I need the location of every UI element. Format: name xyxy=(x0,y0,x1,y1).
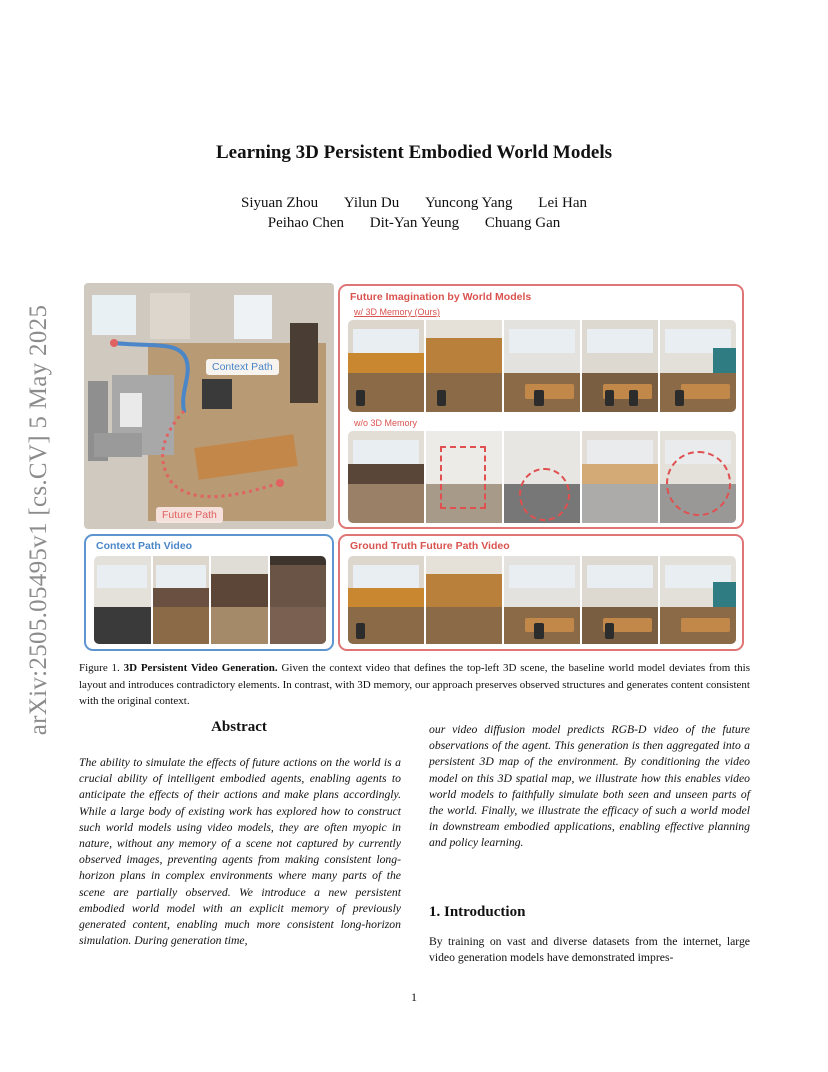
video-frame xyxy=(504,320,580,412)
video-frame xyxy=(426,431,502,523)
context-video-panel xyxy=(84,534,334,651)
camera-paths xyxy=(84,283,334,529)
abstract-heading: Abstract xyxy=(211,719,267,735)
top-down-scene-image xyxy=(84,283,334,529)
video-frame xyxy=(582,431,658,523)
video-frame xyxy=(582,556,658,644)
without-memory-label: w/o 3D Memory xyxy=(354,418,418,428)
caption-bold: 3D Persistent Video Generation. xyxy=(123,662,278,674)
page-number: 1 xyxy=(411,990,417,1004)
future-imagination-panel xyxy=(338,284,744,529)
ground-truth-title: Ground Truth Future Path Video xyxy=(350,540,510,552)
author: Lei Han xyxy=(538,195,588,211)
video-frame xyxy=(348,431,424,523)
ground-truth-panel xyxy=(338,534,744,651)
author: Yilun Du xyxy=(343,195,400,211)
authors-line-2 xyxy=(0,215,828,232)
video-frame xyxy=(426,556,502,644)
context-video-title: Context Path Video xyxy=(96,540,193,552)
video-frame xyxy=(426,320,502,412)
introduction-body: By training on vast and diverse datasets from the internet, large video generation models have demonstrated impres- xyxy=(429,935,750,965)
caption-label: Figure 1. xyxy=(79,662,120,674)
video-frame xyxy=(211,556,268,644)
author: Siyuan Zhou xyxy=(240,195,319,211)
author: Yuncong Yang xyxy=(425,195,513,211)
authors-line-1 xyxy=(0,195,828,212)
arxiv-identifier-text: arXiv:2505.05495v1 [cs.CV] 5 May 2025 xyxy=(25,304,52,736)
video-frame xyxy=(660,556,736,644)
author: Peihao Chen xyxy=(267,215,344,231)
figure-caption xyxy=(79,660,750,710)
author: Dit-Yan Yeung xyxy=(369,215,460,231)
video-frame xyxy=(153,556,210,644)
arxiv-identifier xyxy=(18,285,60,755)
with-memory-frames xyxy=(348,320,736,412)
context-video-frames xyxy=(94,556,326,644)
video-frame xyxy=(270,556,327,644)
video-frame xyxy=(94,556,151,644)
paper-title: Learning 3D Persistent Embodied World Models xyxy=(215,142,613,163)
context-path-tag: Context Path xyxy=(206,359,279,375)
video-frame xyxy=(660,431,736,523)
with-memory-label: w/ 3D Memory (Ours) xyxy=(354,307,441,317)
future-path-tag: Future Path xyxy=(156,507,223,523)
video-frame xyxy=(582,320,658,412)
without-memory-frames xyxy=(348,431,736,523)
abstract-body: The ability to simulate the effects of future actions on the world is a crucial ability of intelligent embodied agents, enabling agents to anticipate the effects of their actions and make plans accordingly. While a large body of existing work has explored how to construct such world models using video models, they are often myopic in nature, without any memory of a scene not captured by currently observed images, preventing agents from making consistent long-horizon plans in complex environments where many parts of the scene are partially observed. We introduce a new persistent embodied world model with an explicit memory of previously generated content, enabling much more consistent long-horizon simulation. During generation time, xyxy=(79,756,401,948)
abstract-continuation: our video diffusion model predicts RGB-D video of the future observations of the agent. This generation is then aggregated into a persistent 3D map of the environment. By conditioning the video model on this 3D spatial map, we illustrate how this enables video world models to faithfully simulate both seen and unseen parts of the world. Finally, we illustrate the efficacy of such a world model in downstream embodied applications, enabling effective planning and policy learning. xyxy=(429,723,750,850)
video-frame xyxy=(348,556,424,644)
future-imagination-title: Future Imagination by World Models xyxy=(350,291,532,303)
figure-1 xyxy=(84,283,744,651)
caption-text: Given the context video that defines the top-left 3D scene, the baseline world model deviates from this layout and introduces contradictory elements. In contrast, with 3D memory, our approach preserves observed structures and generates content consistent with the original context. xyxy=(79,662,750,707)
video-frame xyxy=(504,556,580,644)
introduction-heading: 1. Introduction xyxy=(429,904,526,920)
ground-truth-frames xyxy=(348,556,736,644)
video-frame xyxy=(504,431,580,523)
author: Chuang Gan xyxy=(484,215,561,231)
video-frame xyxy=(348,320,424,412)
video-frame xyxy=(660,320,736,412)
